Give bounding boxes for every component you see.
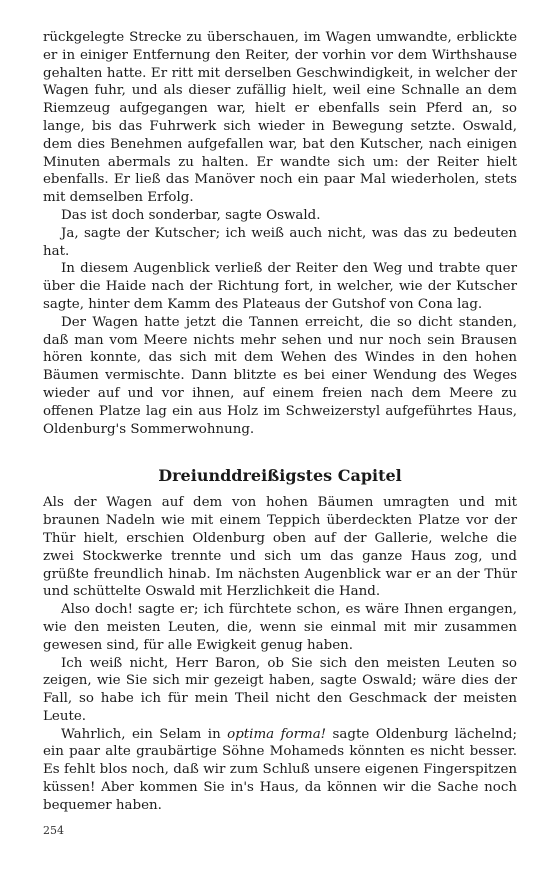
italic-phrase: optima forma! xyxy=(227,726,327,742)
paragraph: In diesem Augenblick verließ der Reiter den Weg und trabte quer über die Haide nach der Richtung fort, in welcher, wie der Kutscher sagte, hinter dem Kamm des Plateaus der Gutshof von Cona lag. xyxy=(43,261,517,312)
paragraph: Ich weiß nicht, Herr Baron, ob Sie sich den meisten Leuten so zeigen, wie Sie sich mir gezeigt haben, sagte Oswald; wäre dies der Fall, so habe ich für mein Theil nicht den Geschmack der meisten Leute. xyxy=(43,655,517,724)
paragraph-text: sagte Oldenburg lächelnd; ein paar alte graubärtige Söhne Mohameds könnten es nicht besser. Es fehlt blos noch, daß wir zum Schluß unsere eigenen Fingerspitzen küssen! Aber kommen Sie in's Haus, da können wir die Sache noch bequemer haben. xyxy=(43,726,518,813)
paragraph: Das ist doch sonderbar, sagte Oswald. xyxy=(61,207,321,223)
paragraph: Als der Wagen auf dem von hohen Bäumen umragten und mit braunen Nadeln wie mit einem Teppich überdeckten Platze vor der Thür hielt, erschien Oldenburg oben auf der Gallerie, welche die zwei Stockwerke trennte und sich um das ganze Haus zog, und grüßte freundlich hinab. Im nächsten Augenblick war er an der Thür und schüttelte Oswald mit Herzlichkeit die Hand. xyxy=(43,495,517,600)
page-number: 254 xyxy=(43,824,64,837)
paragraph: rückgelegte Strecke zu überschauen, im Wagen umwandte, erblickte er in einiger Entfernung den Reiter, der vorhin vor dem Wirthshause gehalten hatte. Er ritt mit derselben Geschwindigkeit, in welcher der Wagen fuhr, und als dieser zufällig hielt, weil eine Schnalle an dem Riemzeug aufgegangen war, hielt er ebenfalls sein Pferd an, so lange, bis das Fuhrwerk sich wieder in Bewegung setzte. Oswald, dem dies Benehmen aufgefallen war, bat den Kutscher, nach einigen Minuten abermals zu halten. Er wandte sich um: der Reiter hielt ebenfalls. Er ließ das Manöver noch ein paar Mal wiederholen, stets mit demselben Erfolg. xyxy=(43,30,517,206)
paragraph: Also doch! sagte er; ich fürchtete schon, es wäre Ihnen ergangen, wie den meisten Leuten, die, wenn sie einmal mit mir zusammen gewesen sind, für alle Ewigkeit genug haben. xyxy=(43,602,517,653)
chapter-title: Dreiunddreißigstes Capitel xyxy=(158,466,402,486)
paragraph: Ja, sagte der Kutscher; ich weiß auch nicht, was das zu bedeuten hat. xyxy=(43,225,517,259)
paragraph: Der Wagen hatte jetzt die Tannen erreicht, die so dicht standen, daß man vom Meere nichts mehr sehen und nur noch sein Brausen hören konnte, das sich mit dem Wehen des Windes in den hohen Bäumen vermischte. Dann blitzte es bei einer Wendung des Weges wieder auf und vor ihnen, auf einem freien nach dem Meere zu offenen Platze lag ein aus Holz im Schweizerstyl aufgeführtes Haus, Oldenburg's Sommerwohnung. xyxy=(43,314,517,437)
page-body xyxy=(43,29,517,815)
paragraph xyxy=(43,726,517,815)
paragraph-text: Wahrlich, ein Selam in xyxy=(61,726,228,742)
